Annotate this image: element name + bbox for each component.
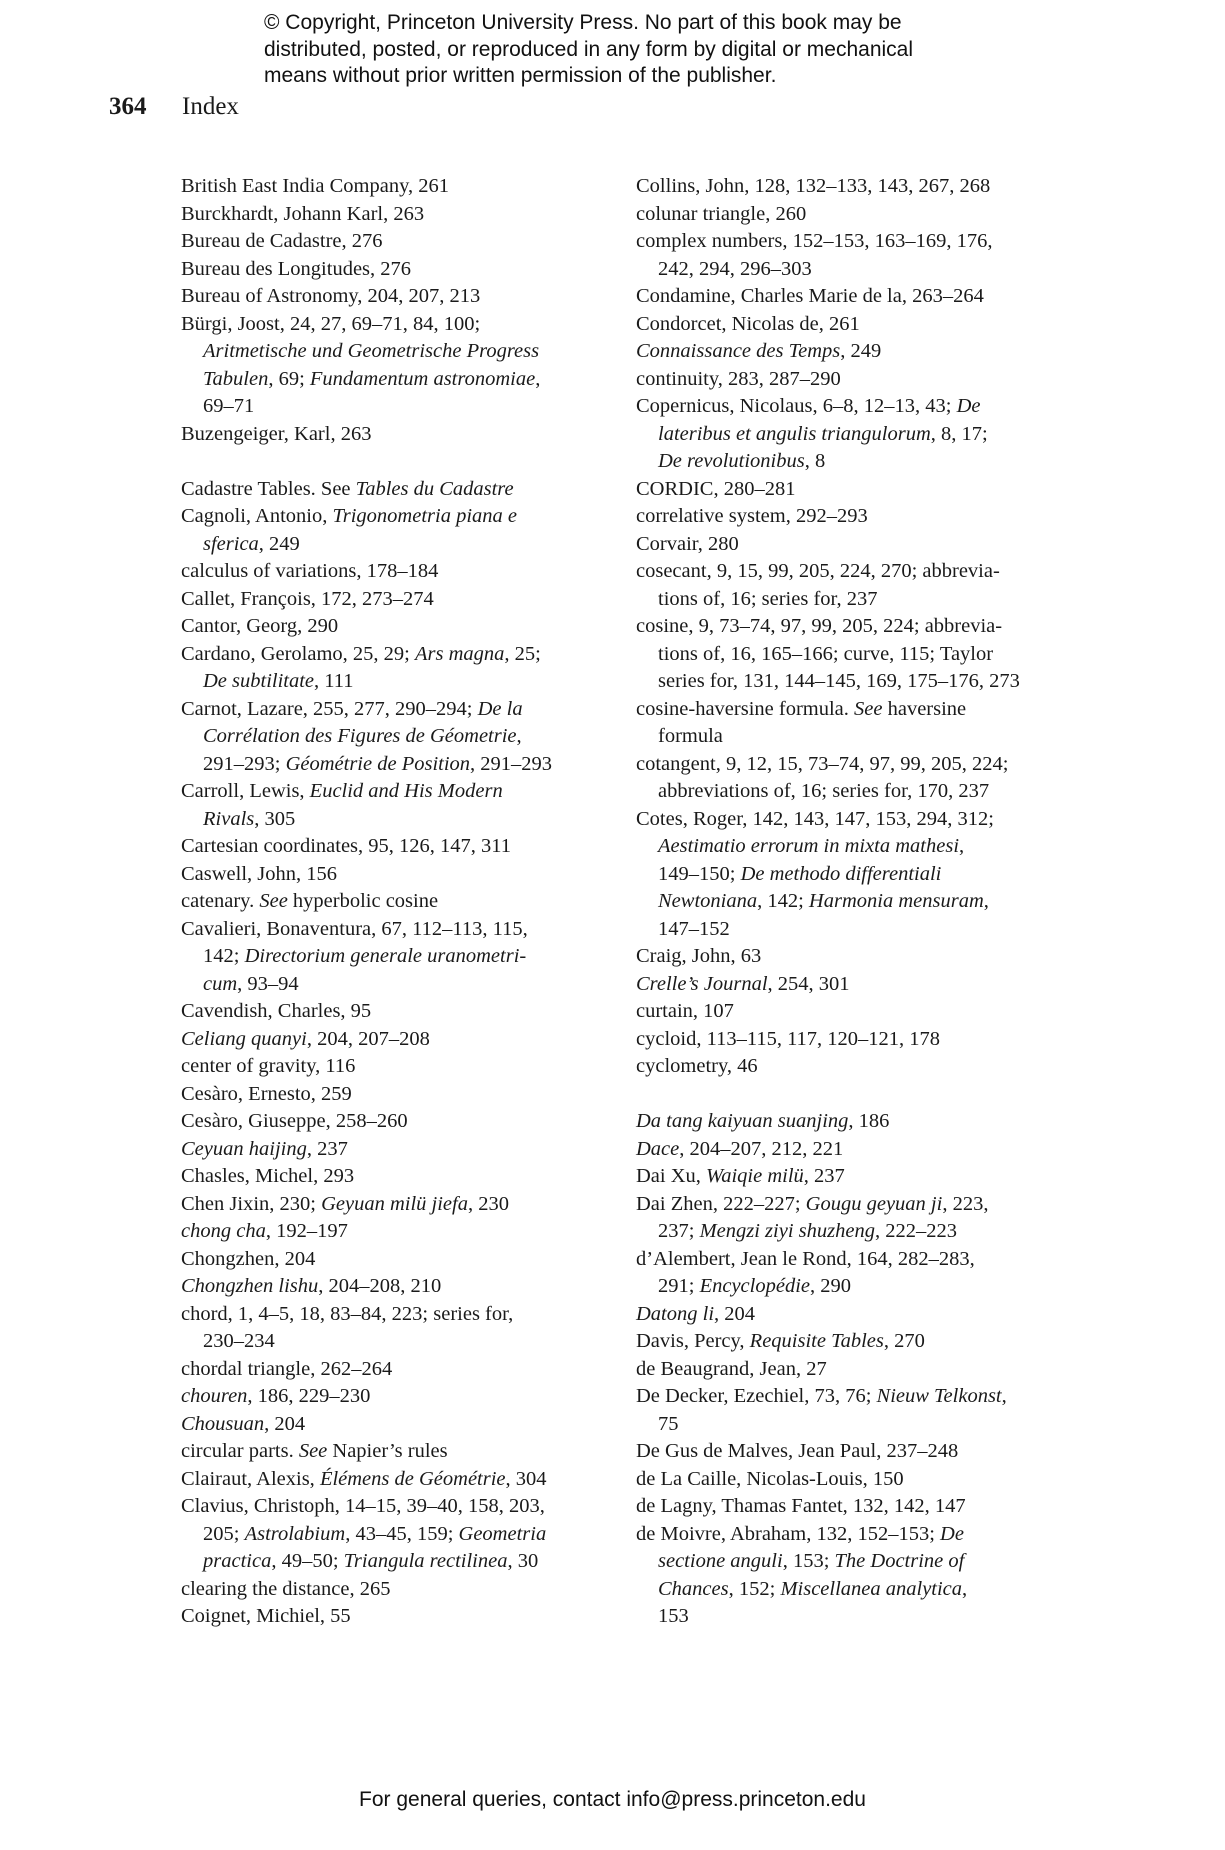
italic-title-text: Tabulen (203, 367, 269, 390)
italic-title-text: Gougu geyuan ji (805, 1192, 943, 1215)
entry-text: CORDIC, 280–281 (636, 477, 796, 500)
italic-title-text: Corrélation des Figures de Géometrie (203, 725, 517, 747)
index-entry-continuation (181, 723, 601, 751)
italic-title-text: Géométrie de Position (285, 752, 471, 775)
italic-title-text: De revolutionibus (658, 450, 805, 472)
index-entry (181, 1136, 601, 1164)
entry-text: Cesàro, Giuseppe, 258–260 (181, 1110, 408, 1132)
index-entry (181, 1576, 601, 1604)
copyright-notice (264, 10, 1024, 90)
index-entry-continuation (636, 916, 1056, 944)
entry-text: , (535, 367, 541, 390)
index-entry (181, 1466, 601, 1494)
index-entry (636, 1328, 1056, 1356)
entry-text: Cartesian coordinates, 95, 126, 147, 311 (181, 835, 512, 857)
entry-text: Dai Zhen, 222–227; (636, 1192, 806, 1215)
index-entry (636, 503, 1056, 531)
entry-text: Condamine, Charles Marie de la, 263–264 (636, 285, 984, 307)
entry-text: Caswell, John, 156 (181, 862, 338, 885)
letter-group-gap (636, 1081, 1056, 1109)
entry-text: formula (658, 725, 723, 747)
italic-title-text: sectione anguli (658, 1550, 783, 1572)
entry-text: , 204 (264, 1412, 306, 1435)
entry-text: , 230 (467, 1192, 509, 1215)
index-entry (636, 1466, 1056, 1494)
italic-title-text: Nieuw Telkonst (876, 1385, 1002, 1407)
entry-text: , 93–94 (237, 972, 299, 995)
italic-title-text: Requisite Tables (749, 1330, 884, 1352)
entry-text: , 49–50; (271, 1550, 344, 1572)
index-entry (636, 1438, 1056, 1466)
entry-text: , 291–293 (470, 752, 553, 775)
index-entry (181, 1081, 601, 1109)
index-entry-continuation (181, 1521, 601, 1549)
entry-text: Bureau de Cadastre, 276 (181, 230, 383, 252)
entry-text: , 237 (803, 1165, 845, 1187)
entry-text: complex numbers, 152–153, 163–169, 176, (636, 230, 993, 252)
entry-text: , (983, 890, 989, 912)
index-entry (181, 1356, 601, 1384)
index-entry (181, 1108, 601, 1136)
index-entry (636, 1108, 1056, 1136)
entry-text: catenary. (181, 890, 260, 912)
index-entry (636, 393, 1056, 421)
entry-text: de La Caille, Nicolas-Louis, 150 (636, 1467, 904, 1490)
index-entry-continuation (181, 366, 601, 394)
index-entry (636, 1521, 1056, 1549)
entry-text: 242, 294, 296–303 (658, 257, 812, 280)
index-entry-continuation (636, 641, 1056, 669)
entry-text: , 249 (258, 532, 300, 555)
index-entry (181, 778, 601, 806)
entry-text: hyperbolic cosine (287, 890, 439, 912)
italic-title-text: Ars magna (415, 642, 505, 665)
index-entry-continuation (181, 393, 601, 421)
entry-text: , 30 (507, 1550, 539, 1572)
index-entry (181, 1411, 601, 1439)
entry-text: Copernicus, Nicolaus, 6–8, 12–13, 43; (636, 395, 957, 417)
entry-text: Carnot, Lazare, 255, 277, 290–294; (181, 697, 478, 720)
index-entry-continuation (636, 448, 1056, 476)
entry-text: , (959, 835, 965, 857)
entry-text: Chasles, Michel, 293 (181, 1165, 355, 1187)
index-entry (181, 283, 601, 311)
entry-text: , (516, 725, 522, 747)
index-entry (181, 421, 601, 449)
entry-text: Bureau of Astronomy, 204, 207, 213 (181, 285, 481, 307)
entry-text: Cesàro, Ernesto, 259 (181, 1082, 352, 1105)
entry-text: cosecant, 9, 15, 99, 205, 224, 270; abbrevia- (636, 560, 1000, 582)
entry-text: Cadastre Tables. See (181, 477, 356, 500)
entry-text: 75 (658, 1412, 679, 1435)
entry-text: Chen Jixin, 230; (181, 1192, 322, 1215)
index-entry (636, 806, 1056, 834)
italic-title-text: chouren (181, 1385, 248, 1407)
index-entry (181, 641, 601, 669)
entry-text: Napier’s rules (327, 1440, 448, 1462)
entry-text: cycloid, 113–115, 117, 120–121, 178 (636, 1027, 941, 1050)
entry-text: , 8, 17; (930, 422, 988, 445)
entry-text: d’Alembert, Jean le Rond, 164, 282–283, (636, 1247, 975, 1270)
index-entry-continuation (636, 1273, 1056, 1301)
index-entry-continuation (636, 421, 1056, 449)
index-entry (181, 613, 601, 641)
entry-text: 149–150; (658, 862, 741, 885)
index-entry (181, 861, 601, 889)
entry-text: 69–71 (203, 395, 255, 417)
index-entry-continuation (636, 1576, 1056, 1604)
entry-text: , 204 (714, 1302, 756, 1325)
entry-text: Chongzhen, 204 (181, 1247, 316, 1270)
entry-text: , 254, 301 (767, 972, 850, 995)
italic-title-text: Directorium generale uranometri- (244, 945, 527, 967)
italic-title-text: Connaissance des Temps (636, 340, 841, 362)
italic-title-text: Fundamentum astronomiae (309, 367, 536, 390)
index-entry (636, 971, 1056, 999)
entry-text: Bürgi, Joost, 24, 27, 69–71, 84, 100; (181, 312, 481, 335)
entry-text: Clairaut, Alexis, (181, 1467, 320, 1490)
entry-text: correlative system, 292–293 (636, 505, 868, 527)
entry-text: Callet, François, 172, 273–274 (181, 587, 434, 610)
index-entry-continuation (181, 806, 601, 834)
entry-text: Coignet, Michiel, 55 (181, 1605, 351, 1627)
index-entry (181, 228, 601, 256)
italic-title-text: Datong li (636, 1302, 715, 1325)
italic-title-text: Newtoniana (658, 890, 758, 912)
index-entry (181, 998, 601, 1026)
entry-text: Craig, John, 63 (636, 945, 762, 967)
italic-title-text: sferica (203, 532, 259, 555)
index-entry (636, 1383, 1056, 1411)
index-entry (636, 1136, 1056, 1164)
entry-text: series for, 131, 144–145, 169, 175–176, 273 (658, 670, 1020, 692)
index-entry (181, 1603, 601, 1631)
italic-title-text: Crelle’s Journal (636, 972, 768, 995)
index-entry (636, 943, 1056, 971)
entry-text: Burckhardt, Johann Karl, 263 (181, 202, 425, 225)
entry-text: , 111 (314, 670, 354, 692)
entry-text: Dai Xu, (636, 1165, 707, 1187)
entry-text: cyclometry, 46 (636, 1055, 758, 1077)
index-entry (636, 366, 1056, 394)
italic-title-text: Triangula rectilinea (343, 1550, 508, 1572)
index-entry (636, 201, 1056, 229)
entry-text: 153 (658, 1605, 689, 1627)
index-entry (181, 1301, 601, 1329)
entry-text: , 186 (848, 1110, 890, 1132)
italic-title-text: Rivals (203, 807, 255, 830)
index-column-left (181, 173, 601, 1631)
index-entry (181, 1246, 601, 1274)
index-entry (181, 1383, 601, 1411)
entry-text: clearing the distance, 265 (181, 1577, 391, 1600)
italic-title-text: Chongzhen lishu (181, 1275, 319, 1297)
italic-title-text: Geometria (458, 1522, 547, 1545)
entry-text: Cantor, Georg, 290 (181, 615, 339, 637)
index-entry-continuation (636, 723, 1056, 751)
italic-title-text: Ceyuan haijing (181, 1137, 307, 1160)
index-entry-continuation (636, 586, 1056, 614)
italic-title-text: Waiqie milü (706, 1165, 804, 1187)
index-entry (181, 1191, 601, 1219)
entry-text: , (962, 1577, 968, 1600)
running-head: Index (182, 93, 239, 120)
entry-text: Davis, Percy, (636, 1330, 750, 1352)
italic-title-text: Chances (658, 1577, 729, 1600)
entry-text: de Lagny, Thamas Fantet, 132, 142, 147 (636, 1495, 966, 1517)
index-entry (636, 338, 1056, 366)
italic-title-text: chong cha (181, 1220, 266, 1242)
index-entry (181, 586, 601, 614)
index-entry-continuation (181, 751, 601, 779)
index-entry (181, 1053, 601, 1081)
index-entry (181, 503, 601, 531)
index-entry-continuation (181, 1548, 601, 1576)
entry-text: De Gus de Malves, Jean Paul, 237–248 (636, 1440, 959, 1462)
index-entry (636, 696, 1056, 724)
index-entry (636, 476, 1056, 504)
index-entry (636, 228, 1056, 256)
entry-text: cosine-haversine formula. (636, 697, 855, 720)
index-entry-continuation (636, 256, 1056, 284)
entry-text: Corvair, 280 (636, 532, 739, 555)
entry-text: Collins, John, 128, 132–133, 143, 267, 268 (636, 175, 991, 197)
index-entry (181, 476, 601, 504)
entry-text: , 304 (505, 1467, 547, 1490)
entry-text: Condorcet, Nicolas de, 261 (636, 312, 860, 335)
entry-text: British East India Company, 261 (181, 175, 449, 197)
entry-text: , 237 (306, 1137, 348, 1160)
entry-text: 205; (203, 1522, 245, 1545)
index-entry (181, 1163, 601, 1191)
index-entry-continuation (636, 888, 1056, 916)
entry-text: , 305 (254, 807, 296, 830)
italic-title-text: See (854, 697, 883, 720)
italic-title-text: Chousuan (181, 1412, 265, 1435)
entry-text: , 43–45, 159; (345, 1522, 459, 1545)
entry-text: chordal triangle, 262–264 (181, 1357, 393, 1380)
italic-title-text: De la (477, 697, 523, 720)
entry-text: Buzengeiger, Karl, 263 (181, 422, 372, 445)
entry-text: De Decker, Ezechiel, 73, 76; (636, 1385, 877, 1407)
italic-title-text: Geyuan milü jiefa (321, 1192, 468, 1215)
entry-text: Bureau des Longitudes, 276 (181, 257, 412, 280)
index-entry (636, 1493, 1056, 1521)
index-entry (181, 1026, 601, 1054)
italic-title-text: Astrolabium (244, 1522, 346, 1545)
index-entry-continuation (636, 1218, 1056, 1246)
index-entry (636, 311, 1056, 339)
entry-text: Cavendish, Charles, 95 (181, 1000, 372, 1022)
entry-text: , 8 (804, 450, 826, 472)
index-entry (181, 173, 601, 201)
copyright-line: distributed, posted, or reproduced in any form by digital or mechanical (264, 37, 914, 61)
entry-text: Carroll, Lewis, (181, 780, 310, 802)
entry-text: Cotes, Roger, 142, 143, 147, 153, 294, 312; (636, 807, 994, 830)
entry-text: calculus of variations, 178–184 (181, 560, 439, 582)
italic-title-text: De (956, 395, 981, 417)
index-entry-continuation (181, 338, 601, 366)
entry-text: , 204–207, 212, 221 (679, 1137, 844, 1160)
index-entry (636, 1301, 1056, 1329)
entry-text: , 270 (883, 1330, 925, 1352)
index-entry-continuation (181, 943, 601, 971)
copyright-line: means without prior written permission of the publisher. (264, 64, 777, 87)
index-entry (636, 283, 1056, 311)
index-entry (181, 833, 601, 861)
entry-text: chord, 1, 4–5, 18, 83–84, 223; series for, (181, 1302, 514, 1325)
entry-text: , 186, 229–230 (247, 1385, 371, 1407)
italic-title-text: Tables du Cadastre (355, 477, 514, 500)
entry-text: de Beaugrand, Jean, 27 (636, 1357, 827, 1380)
index-entry (181, 256, 601, 284)
entry-text: 230–234 (203, 1330, 275, 1352)
entry-text: Clavius, Christoph, 14–15, 39–40, 158, 203, (181, 1495, 545, 1517)
index-entry-continuation (181, 531, 601, 559)
entry-text: continuity, 283, 287–290 (636, 367, 841, 390)
italic-title-text: Mengzi ziyi shuzheng (699, 1220, 875, 1242)
entry-text: , 222–223 (874, 1220, 957, 1242)
index-entry-continuation (636, 861, 1056, 889)
entry-text: circular parts. (181, 1440, 299, 1462)
index-entry-continuation (181, 971, 601, 999)
italic-title-text: See (259, 890, 288, 912)
index-entry (181, 916, 601, 944)
italic-title-text: Celiang quanyi (181, 1027, 307, 1050)
index-entry (181, 1218, 601, 1246)
index-entry-continuation (636, 1548, 1056, 1576)
index-entry (636, 1026, 1056, 1054)
entry-text: , 152; (728, 1577, 781, 1600)
entry-text: , 192–197 (265, 1220, 348, 1242)
entry-text: , 223, (942, 1192, 989, 1215)
index-entry (636, 558, 1056, 586)
index-entry (636, 1356, 1056, 1384)
index-entry (181, 1273, 601, 1301)
italic-title-text: See (298, 1440, 328, 1462)
entry-text: , 69; (268, 367, 310, 390)
entry-text: , 204–208, 210 (318, 1275, 442, 1297)
index-entry (636, 751, 1056, 779)
entry-text: , 204, 207–208 (306, 1027, 430, 1050)
italic-title-text: De (940, 1522, 964, 1545)
entry-text: , 290 (810, 1275, 851, 1297)
italic-title-text: Trigonometria piana e (332, 505, 517, 527)
italic-title-text: Élémens de Géométrie (319, 1467, 506, 1490)
entry-text: haversine (882, 697, 967, 720)
index-entry (636, 1246, 1056, 1274)
entry-text: abbreviations of, 16; series for, 170, 237 (658, 780, 990, 802)
italic-title-text: Dace (636, 1137, 680, 1160)
entry-text: tions of, 16; series for, 237 (658, 587, 878, 610)
entry-text: cotangent, 9, 12, 15, 73–74, 97, 99, 205, 224; (636, 752, 1009, 775)
italic-title-text: Encyclopédie (699, 1275, 810, 1297)
index-entry (636, 1163, 1056, 1191)
index-entry (181, 558, 601, 586)
entry-text: 291; (658, 1275, 700, 1297)
entry-text: curtain, 107 (636, 1000, 734, 1022)
index-entry (181, 696, 601, 724)
entry-text: Cardano, Gerolamo, 25, 29; (181, 642, 415, 665)
entry-text: 291–293; (203, 752, 286, 775)
index-entry-continuation (181, 1328, 601, 1356)
italic-title-text: The Doctrine of (834, 1550, 965, 1572)
footer-contact: For general queries, contact info@press.princeton.edu (359, 1788, 866, 1811)
index-entry (636, 998, 1056, 1026)
italic-title-text: practica (203, 1550, 272, 1572)
entry-text: , 25; (504, 642, 541, 665)
page-number: 364 (109, 93, 147, 120)
index-entry-continuation (636, 1603, 1056, 1631)
italic-title-text: Aestimatio errorum in mixta mathesi (658, 835, 960, 857)
index-entry (181, 888, 601, 916)
index-entry (636, 531, 1056, 559)
italic-title-text: Da tang kaiyuan suanjing (636, 1110, 849, 1132)
entry-text: 237; (658, 1220, 700, 1242)
index-entry (181, 311, 601, 339)
entry-text: 147–152 (658, 917, 730, 940)
index-entry-continuation (636, 833, 1056, 861)
entry-text: Cagnoli, Antonio, (181, 505, 333, 527)
entry-text: de Moivre, Abraham, 132, 152–153; (636, 1522, 941, 1545)
entry-text: cosine, 9, 73–74, 97, 99, 205, 224; abbrevia- (636, 615, 1003, 637)
entry-text: , 142; (757, 890, 809, 912)
index-entry (636, 1053, 1056, 1081)
italic-title-text: Harmonia mensuram (808, 890, 984, 912)
index-entry (181, 1493, 601, 1521)
index-entry (636, 173, 1056, 201)
index-entry (636, 613, 1056, 641)
entry-text: center of gravity, 116 (181, 1055, 356, 1077)
index-entry (636, 1191, 1056, 1219)
entry-text: colunar triangle, 260 (636, 202, 807, 225)
index-entry-continuation (636, 668, 1056, 696)
index-column-right (636, 173, 1056, 1631)
index-entry-continuation (636, 1411, 1056, 1439)
italic-title-text: De methodo differentiali (740, 862, 942, 885)
index-entry-continuation (181, 668, 601, 696)
entry-text: , (1001, 1385, 1007, 1407)
copyright-line: © Copyright, Princeton University Press. No part of this book may be (264, 11, 902, 34)
entry-text: , 249 (840, 340, 882, 362)
entry-text: 142; (203, 945, 245, 967)
italic-title-text: lateribus et angulis triangulorum (658, 422, 931, 445)
italic-title-text: De subtilitate (203, 670, 315, 692)
entry-text: Cavalieri, Bonaventura, 67, 112–113, 115, (181, 917, 528, 940)
italic-title-text: Euclid and His Modern (309, 780, 503, 802)
index-entry (181, 201, 601, 229)
index-entry (181, 1438, 601, 1466)
entry-text: tions of, 16, 165–166; curve, 115; Taylor (658, 642, 994, 665)
letter-group-gap (181, 448, 601, 476)
italic-title-text: Aritmetische und Geometrische Progress (203, 340, 540, 362)
entry-text: , 153; (782, 1550, 835, 1572)
index-entry-continuation (636, 778, 1056, 806)
italic-title-text: cum (203, 972, 238, 995)
italic-title-text: Miscellanea analytica (780, 1577, 963, 1600)
